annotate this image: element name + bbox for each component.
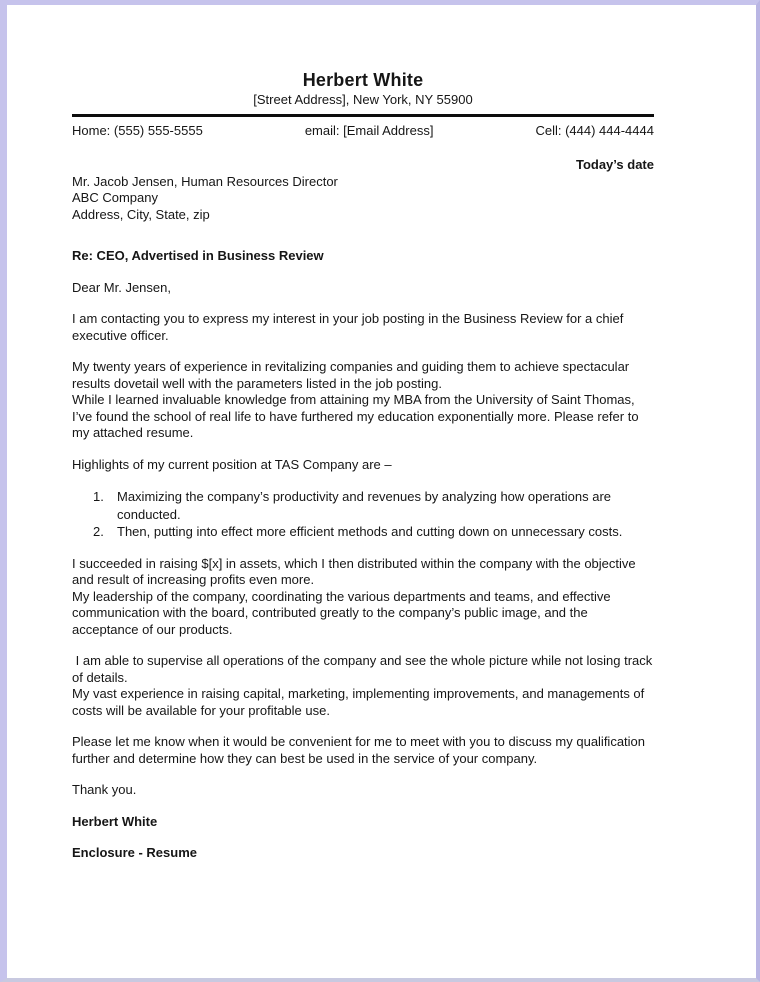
recipient-line: ABC Company [72,190,158,205]
thanks-line: Thank you. [72,782,137,797]
paragraph-achievements [72,556,654,639]
contact-email: email: [Email Address] [304,122,434,138]
list-item-text: Maximizing the company’s productivity and revenues by analyzing how operations are conducted. [117,489,612,522]
contact-home-phone: Home: (555) 555-5555 [72,122,203,138]
paragraph-text: While I learned invaluable knowledge from attaining my MBA from the University of Saint Thomas, I’ve found the school of real life to have furthered my education exponentially more. Please refer to my attached resume. [72,392,643,440]
paragraph-text: My twenty years of experience in revitalizing companies and guiding them to achieve spectacular results dovetail well with the parameters listed in the job posting. [72,359,633,391]
paragraph-supervision [72,653,654,719]
paragraph-text: I am contacting you to express my interest in your job posting in the Business Review for a chief executive officer. [72,311,627,343]
highlights-list [72,488,654,541]
contact-row [72,123,654,140]
list-item-number: 2. [93,524,104,539]
paragraph-text: I am able to supervise all operations of the company and see the whole picture while not losing track of details. [72,653,656,685]
list-item [72,523,654,541]
paragraph-text: Please let me know when it would be convenient for me to meet with you to discuss my qualification further and determine how they can best be used in the service of your company. [72,734,649,766]
paragraph-text: My vast experience in raising capital, marketing, implementing improvements, and managements of costs will be available for your profitable use. [72,686,648,718]
letterhead-address: [Street Address], New York, NY 55900 [253,92,473,107]
list-item-text: Then, putting into effect more efficient methods and cutting down on unnecessary costs. [117,524,623,539]
list-item [72,488,654,523]
letterhead-name: Herbert White [302,70,424,90]
paragraph-text: I succeeded in raising $[x] in assets, which I then distributed within the company with the objective and result of increasing profits even more. [72,555,640,587]
recipient-line: Address, City, State, zip [72,206,210,222]
highlights-intro: Highlights of my current position at TAS Company are – [72,456,392,472]
paragraph-experience [72,359,654,442]
contact-cell-phone: Cell: (444) 444-4444 [535,122,654,138]
paragraph-text: My leadership of the company, coordinating the various departments and teams, and effective communication with the board, contributed greatly to the company’s public image, and the acceptance of our products. [72,588,615,637]
recipient-block [72,174,654,224]
recipient-line: Mr. Jacob Jensen, Human Resources Director [72,173,338,189]
subject-line: Re: CEO, Advertised in Business Review [72,248,324,263]
date-line: Today’s date [575,157,654,172]
paragraph-closing [72,734,654,767]
letterhead [72,69,654,139]
cover-letter-document [7,5,756,978]
paragraph-intro [72,311,654,344]
letterhead-divider [72,114,654,117]
list-item-number: 1. [93,489,104,504]
letter-content [72,69,654,862]
salutation: Dear Mr. Jensen, [72,279,171,295]
enclosure-line: Enclosure - Resume [72,845,197,860]
signature-name: Herbert White [72,813,158,829]
